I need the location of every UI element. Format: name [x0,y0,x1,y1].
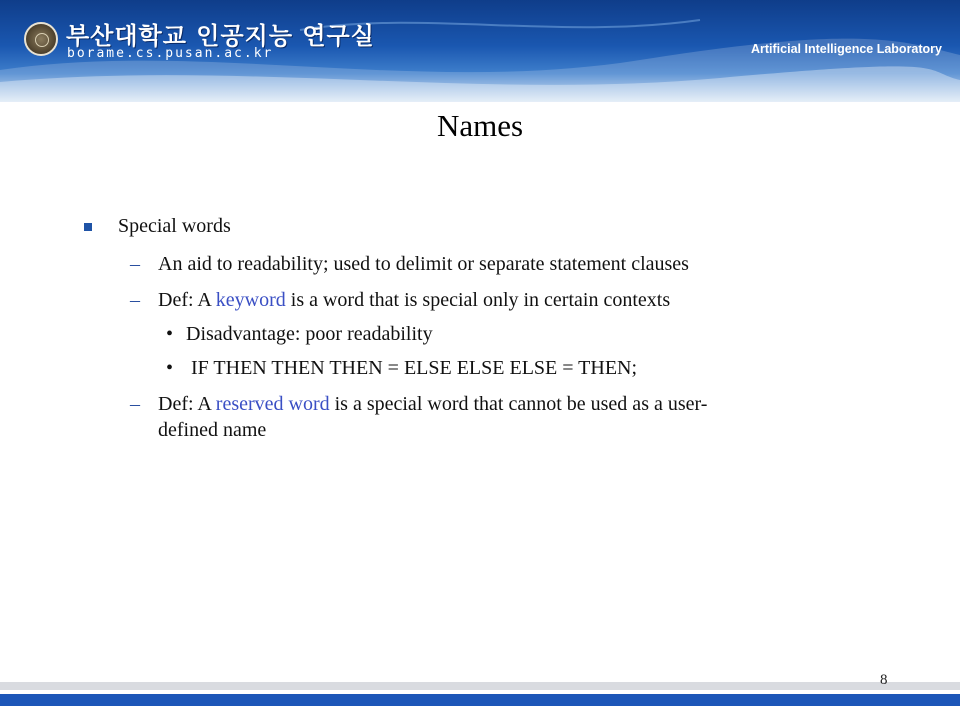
def-prefix: Def: A [158,289,216,311]
def-suffix: is a special word that cannot be used as a user- [329,393,708,415]
def-suffix: is a word that is special only in certain contexts [285,289,671,311]
lab-name-english: Artificial Intelligence Laboratory [750,42,942,56]
footer-divider [0,682,960,690]
sub-bullet-text [158,392,707,416]
sub-bullet-text [158,288,670,312]
bullet-text: Special words [118,215,231,237]
university-seal-icon [24,22,58,56]
dash-bullet: – [130,393,140,415]
lab-name-korean: 부산대학교 인공지능 연구실 [66,22,375,50]
sub-bullet-text-line2: defined name [158,419,267,441]
def-prefix: Def: A [158,393,216,415]
footer-bar [0,694,960,706]
dash-bullet: – [130,253,140,275]
square-bullet-icon [84,223,92,231]
subsub-bullet-text: IF THEN THEN THEN = ELSE ELSE ELSE = THEN; [186,357,638,379]
page-number: 8 [880,672,888,688]
dash-bullet: – [130,289,140,311]
sub-bullet-text: An aid to readability; used to delimit or separate statement clauses [158,253,689,275]
dot-bullet: • [166,357,174,379]
header-banner [0,0,960,102]
keyword-term: keyword [215,289,286,311]
lab-url: borame.cs.pusan.ac.kr [67,46,274,61]
reserved-word-term: reserved word [215,393,330,415]
subsub-bullet-text: Disadvantage: poor readability [186,323,433,345]
slide-title: Names [436,108,524,143]
dot-bullet: • [166,323,174,345]
